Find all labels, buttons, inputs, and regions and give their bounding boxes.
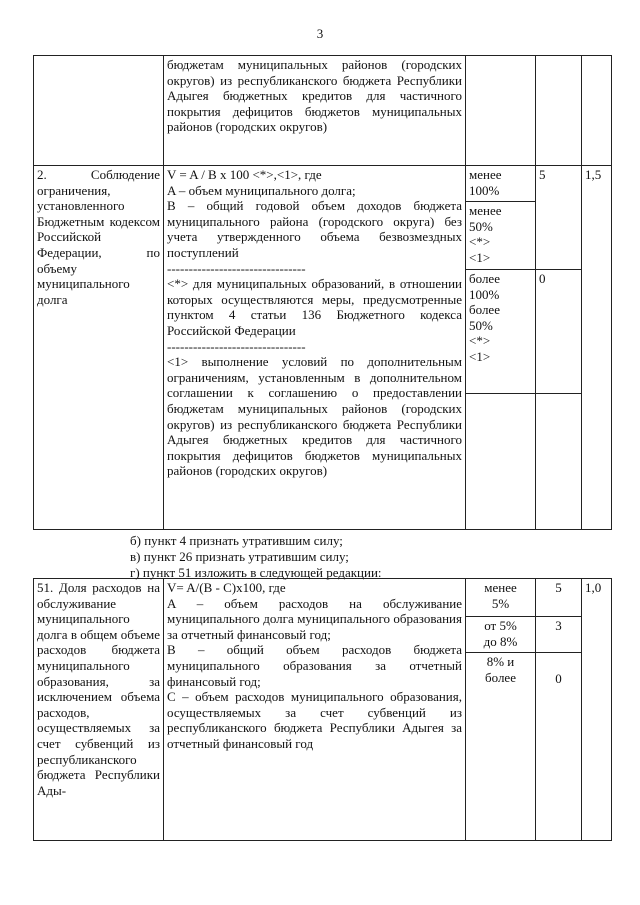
definition-c: C – объем расходов муниципального образования, осуществляемых за счет субвенций из республиканского бюджета Республики Адыгея за отчетный финансовый год [167,689,462,751]
definition-a: A – объем расходов на обслуживание муниципального долга муниципального образования за отчетный финансовый год; [167,595,462,642]
cell-condition [466,202,536,270]
cell-empty [34,56,164,166]
cell-description: бюджетам муниципальных районов (городских округов) из республиканского бюджета Республики Адыгея бюджетных кредитов для частичного покрытия дефицитов бюджетов муниципальных районов (городских округов) [164,56,466,166]
condition-line: более [469,302,500,318]
footnote-star: <*> для муниципальных образований, в отношении которых осуществляются меры, предусмотренные пунктом 4 статьи 136 Бюджетного кодекса Российской Федерации [167,276,462,338]
table-row [34,56,612,166]
cell-condition [466,270,536,394]
cell-score: 0 [536,653,582,841]
cell-score: 5 [536,166,582,270]
amendment-g: г) пункт 51 изложить в следующей редакции: [130,565,382,580]
condition-line: менее [484,580,517,595]
amendment-b: б) пункт 4 признать утратившим силу; [130,533,343,548]
separator-line: -------------------------------- [167,260,306,276]
condition-line: <1> [469,348,491,364]
cell-empty [582,56,612,166]
page-number: 3 [316,26,324,41]
cell-weight: 1,0 [582,579,612,841]
condition-line: 100% [469,286,500,302]
condition-line: 50% [469,317,493,333]
condition-line: 5% [491,595,510,611]
condition-line: <1> [469,249,491,265]
cell-criterion-title: 51. Доля расходов на обслуживание муниципального долга в общем объеме расходов бюджета муниципального образования, за исключением объема расходов, осуществляемых за счет субвенций из республиканского бюджета Республики Ады- [34,579,164,841]
condition-line: 8% и [486,654,515,669]
definition-a: A – объем муниципального долга; [167,182,356,198]
cell-formula-description [164,166,466,530]
footnote-one: <1> выполнение условий по дополнительным ограничениям, установленным в дополнительном соглашении к соглашению о предоставлении бюджетам муниципальных районов (городских округов) из республиканского бюджета Республики Адыгея бюджетных кредитов для частичного покрытия дефицитов бюджетов муниципальных районов (городских округов) [167,354,462,479]
criteria-table-continued [33,55,612,530]
cell-empty [536,56,582,166]
cell-empty [466,394,536,530]
cell-empty [536,394,582,530]
cell-score: 5 [536,579,582,617]
definition-b: B – общий годовой объем доходов бюджета муниципального района (городского округа) без учета утвержденного объема безвозмездных поступлений [167,198,462,260]
separator-line: -------------------------------- [167,338,306,354]
condition-line: менее [469,203,502,218]
condition-line: 50% [469,218,493,234]
cell-score: 3 [536,617,582,653]
cell-condition [466,579,536,617]
cell-formula-description [164,579,466,841]
table-row [34,166,612,202]
cell-score: 0 [536,270,582,394]
table-row [34,579,612,617]
condition-line: от 5% [484,618,517,633]
condition-line: <*> [469,333,491,349]
cell-condition [466,617,536,653]
cell-condition [466,653,536,841]
cell-condition [466,166,536,202]
condition-line: 100% [469,182,500,198]
criteria-table-point-51 [33,578,612,841]
cell-criterion-title: 2. Соблюдение ограничения, установленного Бюджетным кодексом Российской Федерации, по объему муниципального долга [34,166,164,530]
formula-text: V= A/(B - C)x100, где [167,580,286,595]
condition-line: до 8% [483,633,518,649]
condition-line: <*> [469,234,491,250]
condition-line: более [469,271,500,286]
definition-b: B – общий объем расходов бюджета муниципального образования за отчетный финансовый год; [167,642,462,689]
amendment-v: в) пункт 26 признать утратившим силу; [130,549,349,564]
cell-empty [466,56,536,166]
condition-line: более [485,669,516,685]
condition-line: менее [469,167,502,182]
cell-weight: 1,5 [582,166,612,530]
formula-text: V = A / B x 100 <*>,<1>, где [167,167,322,182]
